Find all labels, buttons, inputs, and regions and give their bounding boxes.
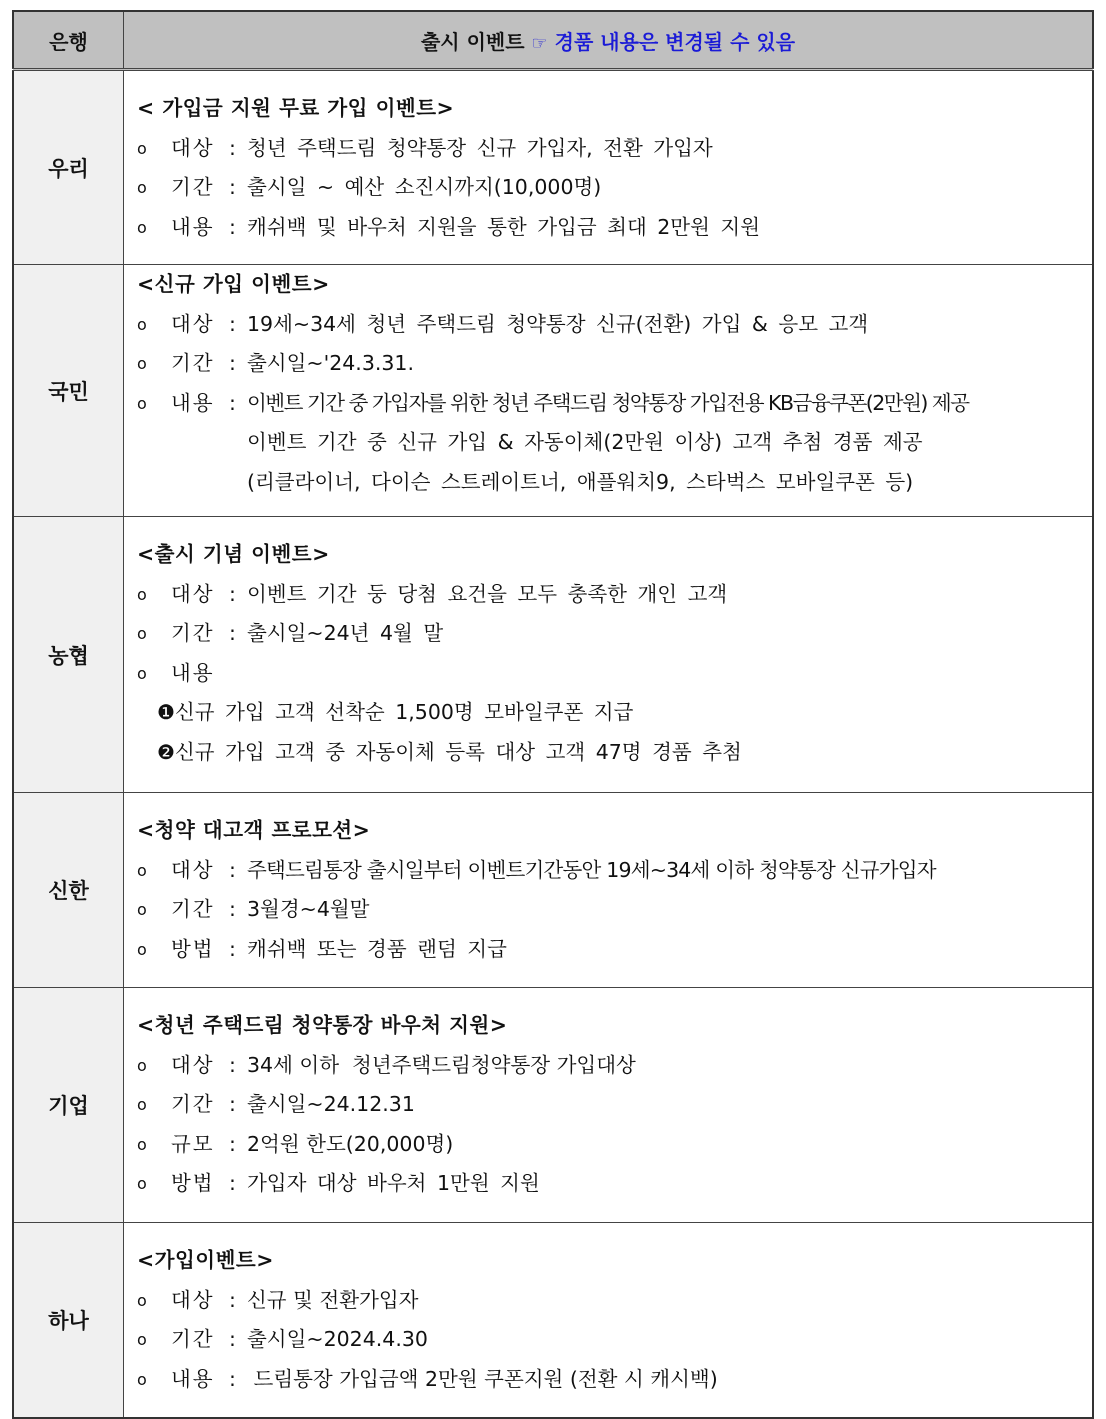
bullet-icon: o — [137, 584, 147, 604]
bullet-icon: o — [137, 1095, 147, 1114]
event-title: <신규 가입 이벤트> — [137, 272, 330, 296]
row-kookmin — [13, 265, 1093, 517]
bank-name: 신한 — [13, 793, 124, 988]
list-item: o 방법 : 캐쉬백 또는 경품 랜덤 지급 — [137, 930, 1080, 970]
bullet-icon: o — [137, 1134, 147, 1154]
bullet-icon: o — [137, 217, 147, 237]
event-content — [124, 265, 1094, 517]
event-title: <출시 기념 이벤트> — [137, 542, 330, 566]
list-item: o 규모 : 2억원 한도(20,000명) — [137, 1125, 1080, 1165]
number-two-icon: ❷ — [157, 739, 175, 764]
list-item: o 내용 — [137, 654, 1080, 694]
bullet-icon: o — [137, 1330, 147, 1349]
row-ibk — [13, 988, 1093, 1223]
list-item: o 대상 : 신규 및 전환가입자 — [137, 1281, 1080, 1321]
pointing-hand-icon: ☞ — [531, 32, 548, 54]
event-content — [124, 70, 1094, 265]
row-woori — [13, 70, 1093, 265]
list-item: o 방법 : 가입자 대상 바우처 1만원 지원 — [137, 1164, 1080, 1204]
bank-name: 우리 — [13, 70, 124, 265]
list-item: o 내용 : 캐쉬백 및 바우처 지원을 통한 가입금 최대 2만원 지원 — [137, 208, 1080, 248]
bullet-icon: o — [137, 663, 147, 683]
list-item: o 대상 : 34세 이하 청년주택드림청약통장 가입대상 — [137, 1046, 1080, 1086]
list-item: o 기간 : 출시일~24.12.31 — [137, 1085, 1080, 1125]
list-item: o 대상 : 청년 주택드림 청약통장 신규 가입자, 전환 가입자 — [137, 129, 1080, 169]
row-hana — [13, 1223, 1093, 1418]
bullet-icon: o — [137, 1174, 147, 1193]
row-shinhan — [13, 793, 1093, 988]
bullet-icon: o — [137, 393, 147, 413]
event-title: <청년 주택드림 청약통장 바우처 지원> — [137, 1013, 508, 1037]
number-one-icon: ❶ — [157, 700, 175, 724]
bullet-icon: o — [137, 314, 147, 334]
list-item: o 대상 : 19세~34세 청년 주택드림 청약통장 신규(전환) 가입 & 응모 고객 — [137, 305, 1080, 345]
event-content — [124, 988, 1094, 1223]
bullet-icon: o — [137, 900, 147, 919]
list-item: o 내용 : 이벤트 기간 중 가입자를 위한 청년 주택드림 청약통장 가입전용 KB금융쿠폰(2만원) 제공 — [137, 384, 1080, 424]
bullet-icon: o — [137, 138, 147, 158]
bank-name: 하나 — [13, 1223, 124, 1418]
event-title: <가입이벤트> — [137, 1248, 274, 1272]
bank-name: 농협 — [13, 517, 124, 793]
numbered-item: ❷신규 가입 고객 중 자동이체 등록 대상 고객 47명 경품 추첨 — [157, 739, 742, 764]
bullet-icon: o — [137, 624, 147, 643]
event-content — [124, 793, 1094, 988]
bullet-icon: o — [137, 1055, 147, 1075]
list-item: o 기간 : 3월경~4월말 — [137, 890, 1080, 930]
bank-name: 기업 — [13, 988, 124, 1223]
continuation-line: 이벤트 기간 중 신규 가입 & 자동이체(2만원 이상) 고객 추첨 경품 제공 — [247, 430, 923, 454]
bullet-icon: o — [137, 1290, 147, 1310]
bullet-icon: o — [137, 939, 147, 959]
bank-events-table — [12, 10, 1094, 1419]
header-bank: 은행 — [13, 11, 124, 70]
event-content — [124, 517, 1094, 793]
row-nonghyup — [13, 517, 1093, 793]
event-title: < 가입금 지원 무료 가입 이벤트> — [137, 96, 455, 120]
header-event-label: 출시 이벤트 — [420, 29, 525, 54]
list-item: o 대상 : 이벤트 기간 둥 당첨 요건을 모두 충족한 개인 고객 — [137, 575, 1080, 615]
header-note: 경품 내용은 변경될 수 있음 — [554, 29, 796, 54]
bullet-icon: o — [137, 354, 147, 373]
list-item: o 기간 : 출시일~2024.4.30 — [137, 1320, 1080, 1360]
list-item: o 대상 : 주택드림통장 출시일부터 이벤트기간동안 19세~34세 이하 청약통장 신규가입자 — [137, 851, 1080, 891]
bank-name: 국민 — [13, 265, 124, 517]
bullet-icon: o — [137, 178, 147, 197]
event-content — [124, 1223, 1094, 1418]
list-item: o 기간 : 출시일~24년 4월 말 — [137, 614, 1080, 654]
event-title: <청약 대고객 프로모션> — [137, 818, 371, 842]
header-event — [124, 11, 1094, 70]
list-item: o 내용 : 드림통장 가입금액 2만원 쿠폰지원 (전환 시 캐시백) — [137, 1360, 1080, 1400]
bullet-icon: o — [137, 1369, 147, 1389]
numbered-item: ❶신규 가입 고객 선착순 1,500명 모바일쿠폰 지급 — [157, 700, 634, 724]
list-item: o 기간 : 출시일 ~ 예산 소진시까지(10,000명) — [137, 168, 1080, 208]
continuation-line: (리클라이너, 다이슨 스트레이트너, 애플워치9, 스타벅스 모바일쿠폰 등) — [247, 469, 914, 494]
header-row — [13, 11, 1093, 70]
bullet-icon: o — [137, 860, 147, 880]
list-item: o 기간 : 출시일~'24.3.31. — [137, 344, 1080, 384]
